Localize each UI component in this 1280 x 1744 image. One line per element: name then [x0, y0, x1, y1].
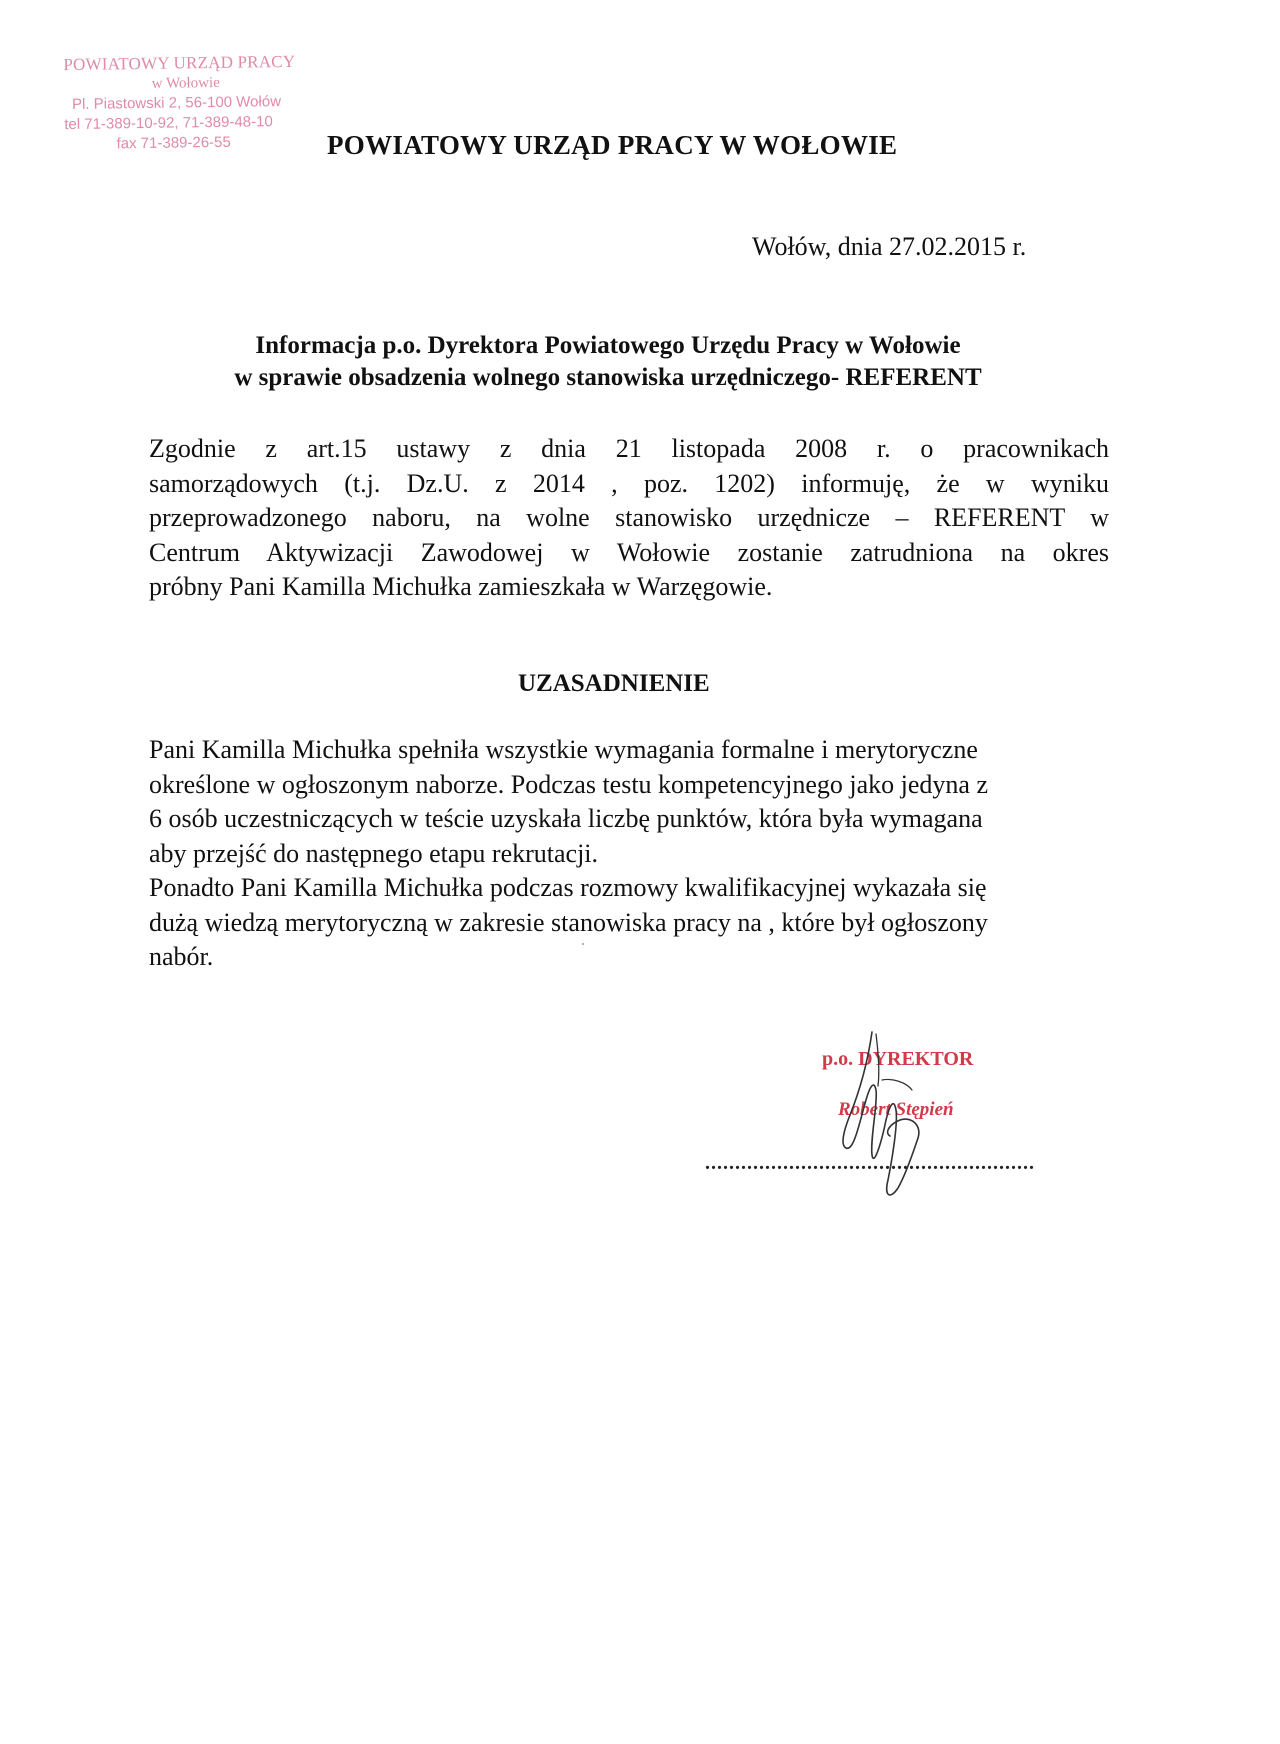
justification-paragraph	[149, 733, 1109, 975]
document-heading-line-1: Informacja p.o. Dyrektora Powiatowego Urzędu Pracy w Wołowie	[255, 332, 961, 359]
notice-line: samorządowych (t.j. Dz.U. z 2014 , poz. 1202) informuję, że w wyniku	[149, 468, 1109, 498]
notice-line: próbny Pani Kamilla Michułka zamieszkała w Warzęgowie.	[149, 572, 773, 601]
signature-stamp-name: Robert Stępień	[838, 1099, 954, 1120]
justification-title: UZASADNIENIE	[518, 670, 710, 697]
stamp-city: w Wołowie	[151, 74, 220, 92]
notice-line: Zgodnie z art.15 ustawy z dnia 21 listopada 2008 r. o pracownikach	[149, 434, 1109, 463]
document-header-title: POWIATOWY URZĄD PRACY W WOŁOWIE	[327, 130, 898, 160]
stamp-office-name: POWIATOWY URZĄD PRACY	[63, 51, 296, 75]
justification-line: nabór.	[149, 942, 214, 971]
justification-line: 6 osób uczestniczących w teście uzyskała liczbę punktów, która była wymagana	[149, 804, 983, 833]
justification-line: Ponadto Pani Kamilla Michułka podczas rozmowy kwalifikacyjnej wykazała się	[149, 873, 987, 902]
notice-line: przeprowadzonego naboru, na wolne stanowisko urzędnicze – REFERENT w	[149, 503, 1109, 532]
stamp-fax: fax 71-389-26-55	[116, 133, 231, 153]
stamp-phone: tel 71-389-10-92, 71-389-48-10	[64, 113, 273, 134]
stamp-address: Pl. Piastowski 2, 56-100 Wołów	[71, 93, 282, 113]
document-heading-line-2: w sprawie obsadzenia wolnego stanowiska urzędniczego- REFERENT	[234, 364, 982, 391]
justification-line: określone w ogłoszonym naborze. Podczas testu kompetencyjnego jako jedyna z	[149, 769, 988, 799]
handwritten-signature	[820, 1020, 960, 1220]
scan-speck	[582, 943, 584, 945]
office-stamp	[63, 51, 364, 155]
document-date: Wołów, dnia 27.02.2015 r.	[752, 232, 1027, 261]
signature-stamp-title: p.o. DYREKTOR	[822, 1048, 974, 1070]
justification-line: aby przejść do następnego etapu rekrutacji.	[149, 838, 599, 868]
justification-line: Pani Kamilla Michułka spełniła wszystkie wymagania formalne i merytoryczne	[149, 735, 978, 764]
notice-line: Centrum Aktywizacji Zawodowej w Wołowie zostanie zatrudniona na okres	[149, 537, 1109, 567]
signature-dotted-line: .......................................................	[705, 1152, 1035, 1174]
notice-paragraph	[149, 432, 1109, 605]
justification-line: dużą wiedzą merytoryczną w zakresie stanowiska pracy na , które był ogłoszony	[149, 907, 988, 937]
